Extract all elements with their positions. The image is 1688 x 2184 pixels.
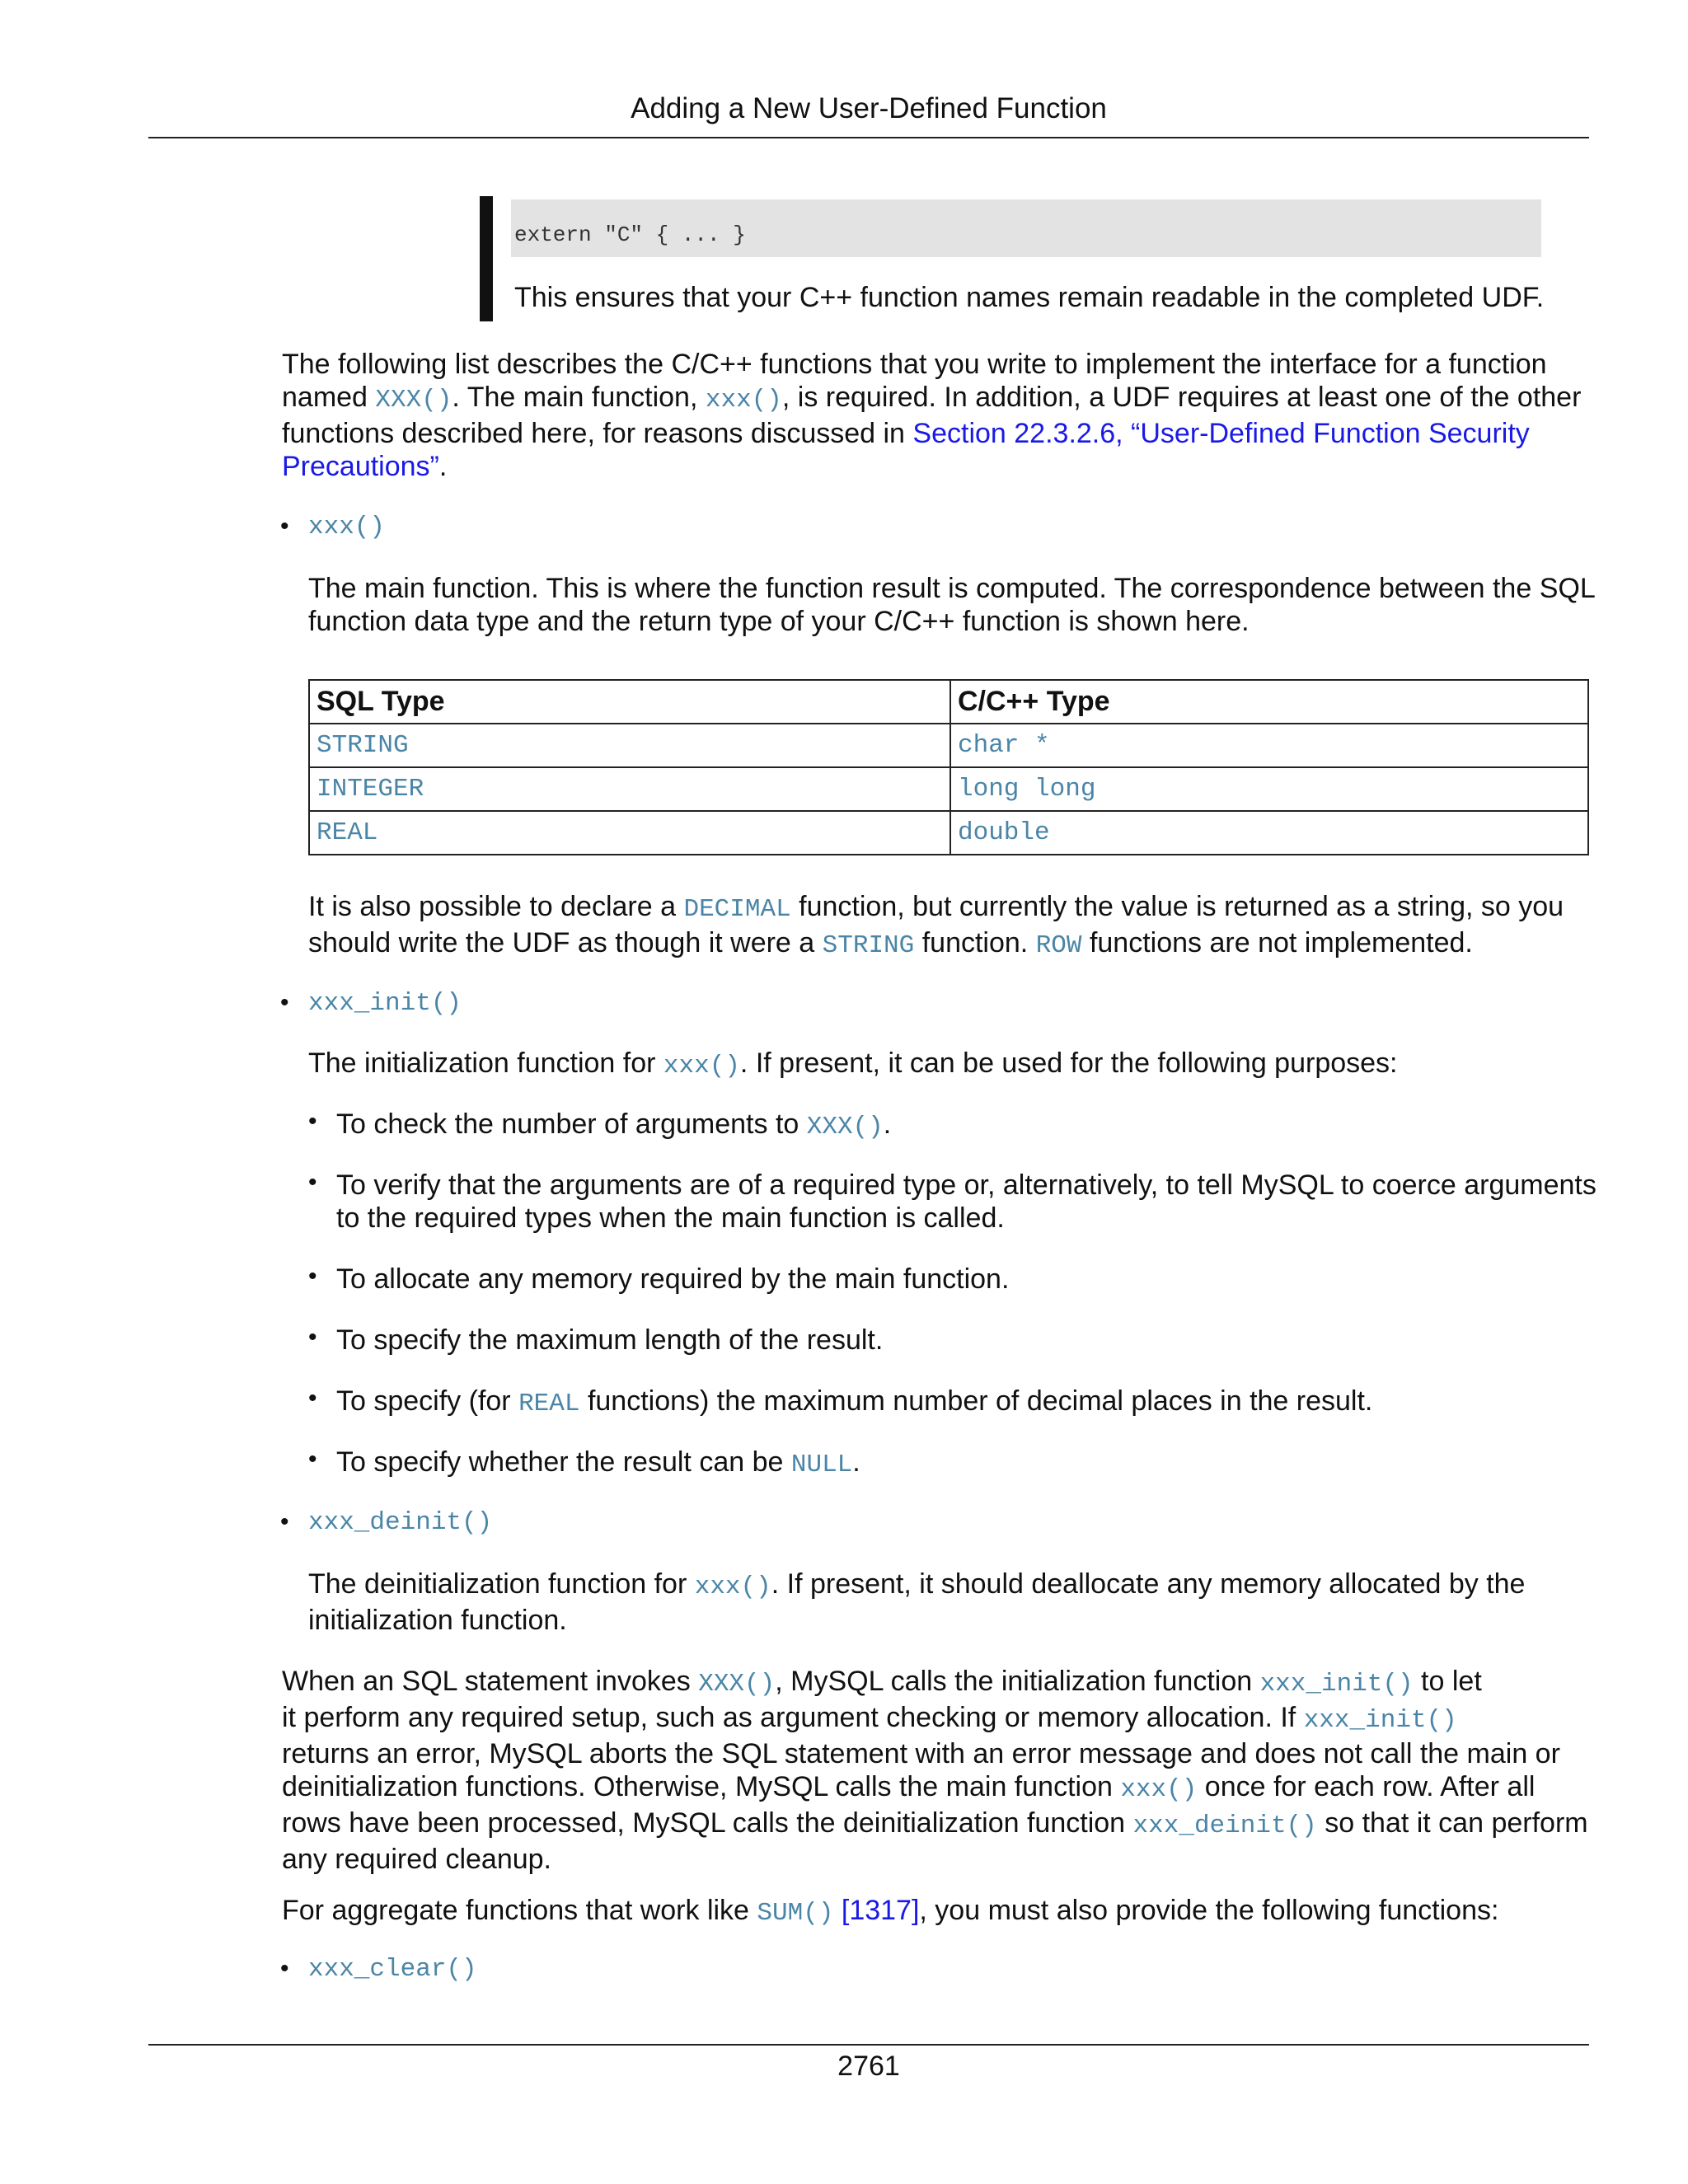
bullet-dot: • (280, 513, 289, 540)
bullet-dot: • (280, 1955, 289, 1982)
item-xxx-term[interactable]: xxx() (308, 513, 386, 541)
table-row (309, 767, 1588, 811)
item-init-description: The initialization function for xxx(). If present, it can be used for the following purposes: (308, 1047, 1398, 1080)
note-code: extern "C" { ... } (511, 199, 1541, 257)
call-flow-paragraph: When an SQL statement invokes XXX(), MySQL calls the initialization function xxx_init() to let it perform any required setup, such as argument checking or memory allocation. If xxx_init() returns an error, MySQL aborts the SQL statement with an error message and does not call the main or deinitialization functions. Otherwise, MySQL calls the main function xxx() once for each row. After all rows have been processed, MySQL calls the deinitialization function xxx_deinit() so that it can perform any required cleanup. (282, 1666, 1588, 1875)
item-deinit-term[interactable]: xxx_deinit() (308, 1508, 493, 1537)
purpose-check-args: To check the number of arguments to XXX(). (336, 1108, 892, 1141)
note-text: This ensures that your C++ function names remain readable in the completed UDF. (514, 282, 1545, 313)
item-deinit-description: The deinitialization function for xxx(). If present, it should deallocate any memory allocated by the initialization function. (308, 1568, 1526, 1636)
item-clear-term[interactable]: xxx_clear() (308, 1955, 477, 1984)
footer-rule (148, 2044, 1589, 2046)
page-number: 2761 (837, 2050, 900, 2082)
bullet-dot: • (308, 1324, 317, 1351)
header-sql-type: SQL Type (309, 680, 950, 724)
bullet-dot: • (280, 1508, 289, 1535)
aggregate-paragraph: For aggregate functions that work like SUM() [1317], you must also provide the following functions: (282, 1895, 1499, 1928)
bullet-dot: • (308, 1446, 317, 1473)
bullet-dot: • (308, 1108, 317, 1135)
note-bar (480, 196, 493, 321)
code-null[interactable]: NULL (790, 1451, 853, 1479)
c-type-cell[interactable]: double (950, 811, 1588, 855)
c-type-cell[interactable]: long long (950, 767, 1588, 811)
purpose-decimal-places: To specify (for REAL functions) the maximum number of decimal places in the result. (336, 1385, 1373, 1418)
code-real[interactable]: REAL (518, 1390, 580, 1418)
bullet-dot: • (308, 1385, 317, 1412)
code-xxx[interactable]: xxx() (694, 1572, 771, 1601)
sql-type-cell[interactable]: REAL (309, 811, 950, 855)
purpose-allocate-memory: To allocate any memory required by the main function. (336, 1263, 1010, 1295)
code-xxx-init[interactable]: xxx_init() (1303, 1706, 1457, 1735)
header-rule (148, 137, 1589, 138)
intro-line-3: functions described here, for reasons discussed in Section 22.3.2.6, “User-Defined Function Security (282, 418, 1530, 449)
code-row[interactable]: ROW (1035, 931, 1082, 960)
code-xxx[interactable]: xxx() (663, 1052, 740, 1080)
purpose-null-result: To specify whether the result can be NULL. (336, 1446, 860, 1479)
item-init-term[interactable]: xxx_init() (308, 989, 462, 1018)
bullet-dot: • (308, 1263, 317, 1290)
code-XXX[interactable]: XXX() (806, 1113, 884, 1141)
bullet-dot: • (280, 989, 289, 1016)
item-xxx-description: The main function. This is where the function result is computed. The correspondence between the SQL function data type and the return type of your C/C++ function is shown here. (308, 573, 1596, 637)
intro-line-1: The following list describes the C/C++ functions that you write to implement the interface for a function (282, 349, 1547, 380)
intro-paragraph (282, 348, 1601, 483)
code-xxx-deinit[interactable]: xxx_deinit() (1132, 1811, 1317, 1840)
sql-type-cell[interactable]: STRING (309, 724, 950, 767)
code-string[interactable]: STRING (822, 931, 915, 960)
table-row (309, 724, 1588, 767)
code-sum[interactable]: SUM() (757, 1899, 834, 1928)
header-c-type: C/C++ Type (950, 680, 1588, 724)
sum-page-ref-link[interactable]: [1317] (841, 1895, 920, 1926)
running-header: Adding a New User-Defined Function (631, 92, 1107, 124)
c-type-cell[interactable]: char * (950, 724, 1588, 767)
code-XXX[interactable]: XXX() (698, 1670, 776, 1699)
code-decimal[interactable]: DECIMAL (683, 895, 791, 924)
sql-type-cell[interactable]: INTEGER (309, 767, 950, 811)
security-section-link[interactable]: Section 22.3.2.6, “User-Defined Function Security (912, 418, 1530, 449)
intro-line-2: named XXX(). The main function, xxx(), is required. In addition, a UDF requires at least one of the other (282, 382, 1582, 415)
security-section-link-cont[interactable]: Precautions” (282, 451, 439, 482)
code-xxx[interactable]: xxx() (1120, 1775, 1198, 1804)
bullet-dot: • (308, 1169, 317, 1196)
intro-line-4: Precautions”. (282, 451, 448, 482)
purpose-max-length: To specify the maximum length of the result. (336, 1324, 884, 1356)
type-mapping-table (308, 679, 1589, 855)
table-header-row (309, 680, 1588, 724)
purpose-verify-types: To verify that the arguments are of a required type or, alternatively, to tell MySQL to coerce arguments to the required types when the main function is called. (336, 1169, 1597, 1234)
decimal-note: It is also possible to declare a DECIMAL function, but currently the value is returned as a string, so you should write the UDF as though it were a STRING function. ROW functions are not implemented. (308, 891, 1564, 960)
code-xxx-init[interactable]: xxx_init() (1259, 1670, 1414, 1699)
code-xxx[interactable]: xxx() (705, 386, 782, 415)
table-row (309, 811, 1588, 855)
code-XXX[interactable]: XXX() (375, 386, 452, 415)
